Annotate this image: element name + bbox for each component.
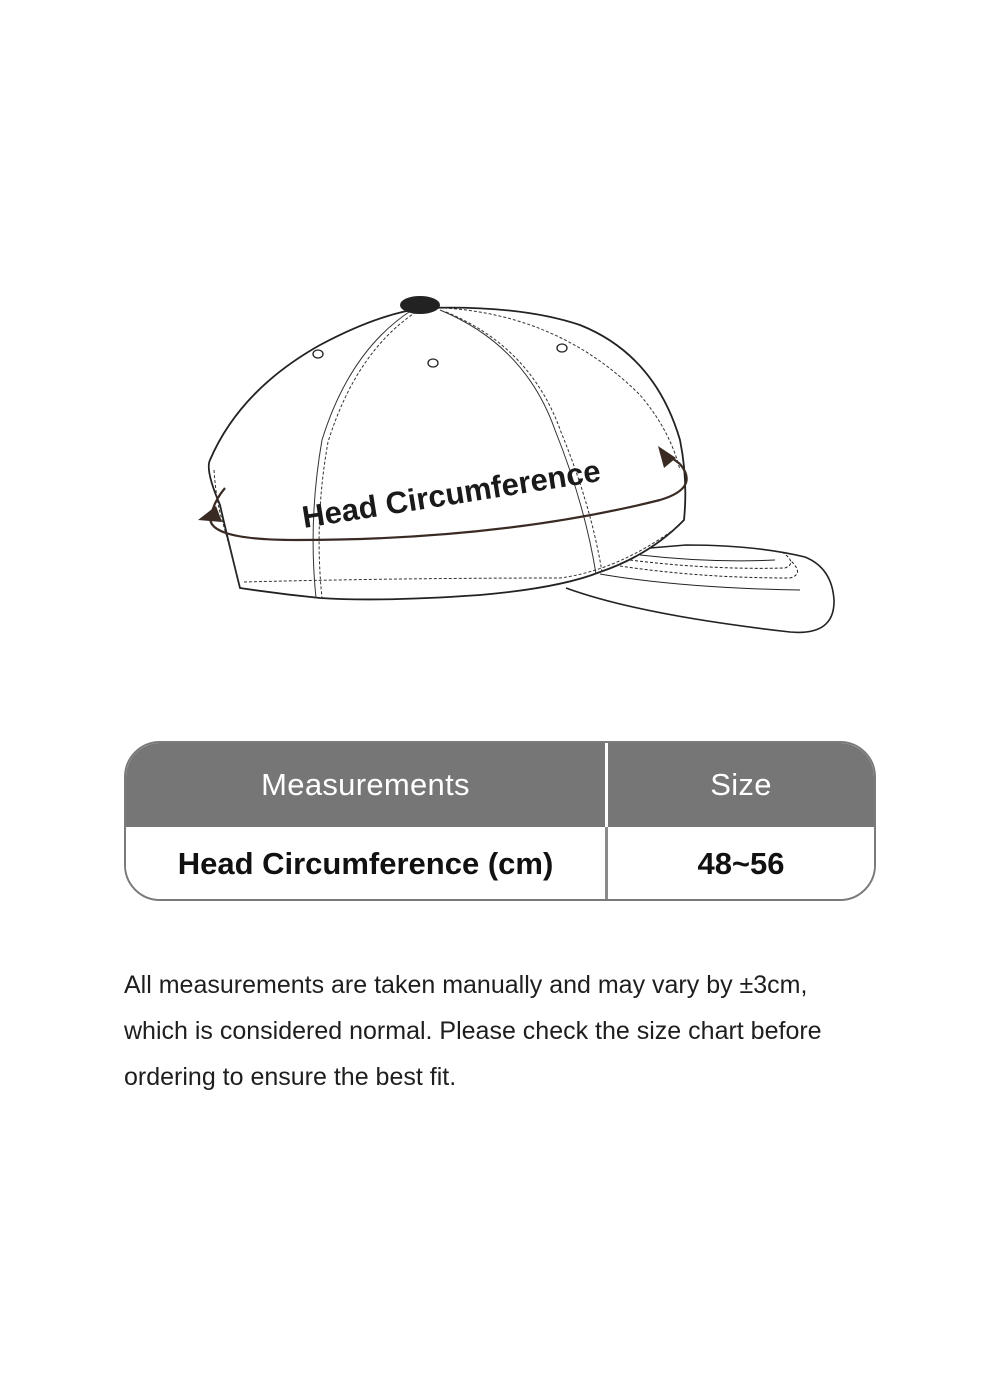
size-table [124, 741, 876, 901]
table-header [126, 743, 874, 827]
note-line: All measurements are taken manually and may vary by ±3cm, [124, 971, 808, 999]
note-line: which is considered normal. Please check the size chart before [124, 1017, 822, 1045]
row-measurement-name: Head Circumference (cm) [126, 827, 608, 901]
header-measurements: Measurements [126, 743, 608, 827]
cap-crown [209, 308, 686, 600]
diagram-label: Head Circumference [299, 453, 603, 535]
note-line: ordering to ensure the best fit. [124, 1063, 457, 1091]
arrow-left-icon [198, 506, 222, 522]
header-size: Size [710, 767, 772, 802]
row-size-value: 48~56 [697, 846, 785, 881]
measurement-note [124, 962, 884, 1100]
table-row [126, 827, 874, 901]
cap-button [400, 296, 440, 314]
